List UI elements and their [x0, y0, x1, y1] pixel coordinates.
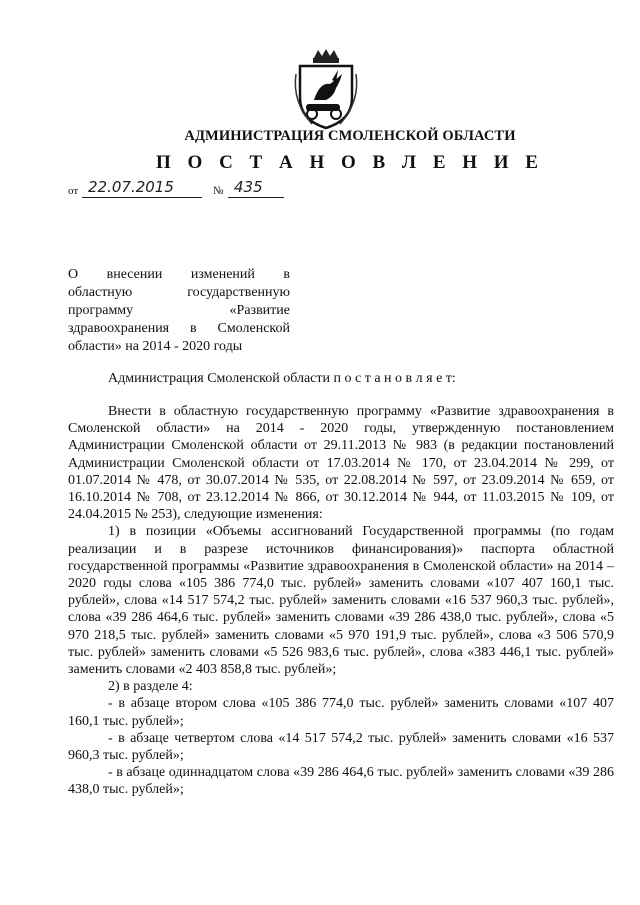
subject-line: программу «Развитие: [68, 303, 290, 318]
smolensk-coat-of-arms-icon: [290, 48, 362, 130]
body-paragraph: - в абзаце втором слова «105 386 774,0 тыс. рублей» заменить словами «107 407 160,1 тыс. рублей»;: [68, 696, 614, 729]
preamble: Администрация Смоленской области п о с т а н о в л я е т:: [108, 371, 456, 386]
body-paragraph: - в абзаце одиннадцатом слова «39 286 464,6 тыс. рублей» заменить словами «39 286 438,0 тыс. рублей»;: [68, 765, 614, 798]
document-type-title: П О С Т А Н О В Л Е Н И Е: [156, 152, 544, 173]
date-underline: [82, 197, 202, 198]
body-paragraph: 2) в разделе 4:: [108, 679, 193, 695]
subject-line: областную государственную: [68, 285, 290, 300]
number-underline: [228, 197, 284, 198]
body-paragraph: Внести в областную государственную программу «Развитие здравоохранения в Смоленской области» на 2014 - 2020 годы, утвержденную постановлением Администрации Смоленской области от 29.11.2013 № 983 (в редакции постановлений Администрации Смоленской области от 17.03.2014 № 170, от 23.04.2014 № 299, от 01.07.2014 № 478, от 30.07.2014 № 535, от 22.08.2014 № 597, от 23.09.2014 № 659, от 16.10.2014 № 708, от 23.12.2014 № 866, от 30.12.2014 № 944, от 11.03.2015 № 109, от 24.04.2015 № 253), следующие изменения:: [68, 404, 614, 523]
document-subject: [68, 266, 290, 356]
number-value: 435: [234, 178, 263, 196]
date-value: 22.07.2015: [88, 178, 174, 196]
organization-name: АДМИНИСТРАЦИЯ СМОЛЕНСКОЙ ОБЛАСТИ: [184, 128, 516, 144]
body-paragraph: - в абзаце четвертом слова «14 517 574,2 тыс. рублей» заменить словами «16 537 960,3 тыс. рублей»;: [68, 730, 614, 764]
subject-line: О внесении изменений в: [68, 267, 290, 282]
subject-line: здравоохранения в Смоленской: [68, 321, 290, 336]
body-paragraph: 1) в позиции «Объемы ассигнований Государственной программы (по годам реализации и в разрезе источников финансирования)» паспорта областной государственной программы «Развитие здравоохранения в Смоленской области» на 2014 – 2020 годы слова «105 386 774,0 тыс. рублей» заменить словами «107 407 160,1 тыс. рублей», слова «14 517 574,2 тыс. рублей» заменить словами «16 537 960,3 тыс. рублей», слова «39 286 464,6 тыс. рублей» заменить словами «39 286 438,0 тыс. рублей», слова «5 970 218,5 тыс. рублей» заменить словами «5 970 191,9 тыс. рублей», слова «3 506 570,9 тыс. рублей» заменить словами «5 526 983,6 тыс. рублей», слова «383 446,1 тыс. рублей» заменить словами «2 403 858,8 тыс. рублей»;: [68, 524, 614, 678]
document-meta: [68, 178, 288, 200]
date-label: от: [68, 185, 79, 197]
number-label: №: [213, 185, 224, 197]
document-body: [68, 403, 614, 799]
preamble-block: [68, 370, 614, 387]
subject-line: области» на 2014 - 2020 годы: [68, 339, 243, 354]
